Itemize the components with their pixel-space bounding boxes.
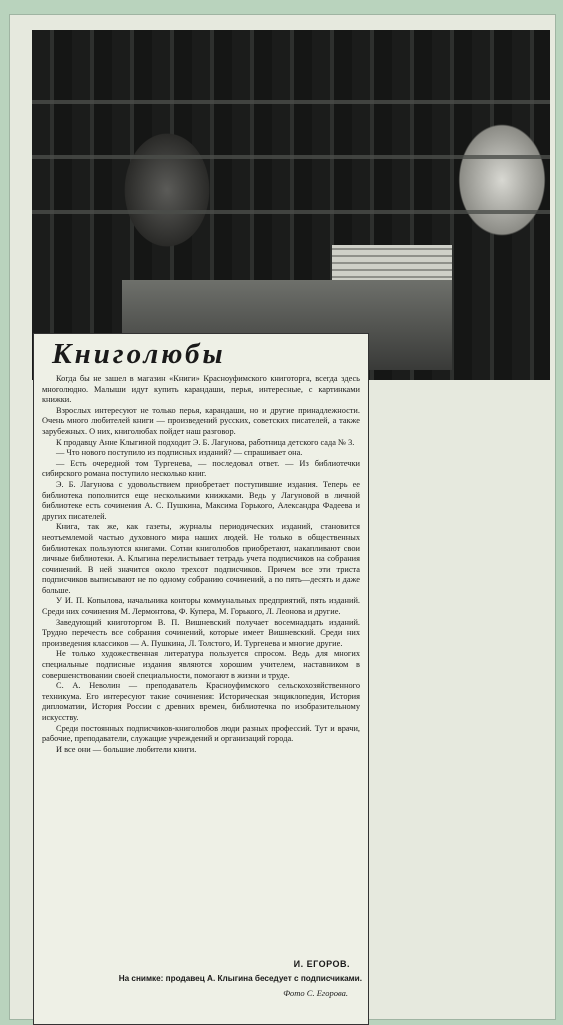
paragraph: С. А. Неволин — преподаватель Красноуфимского сельскохозяйственного техникума. Его интересуют такие сочинения: Историческая энциклопедия, История дипломатии, История России с древних времен, библиотечка по изобразительному искусству. (42, 681, 360, 722)
paragraph: К продавцу Анне Клыгиной подходит Э. Б. Лагунова, работница детского сада № 3. (56, 437, 355, 447)
paragraph: У И. П. Копылова, начальника конторы коммунальных предприятий, пять изданий. Среди них сочинения М. Лермонтова, Ф. Купера, М. Горького, Л. Леонова и другие. (42, 596, 360, 617)
photo-caption: На снимке: продавец А. Клыгина беседует с подписчиками. (118, 974, 362, 983)
paragraph: — Что нового поступило из подписных изданий? — спрашивает она. (56, 448, 303, 458)
article-box (33, 333, 369, 1025)
paragraph: Заведующий книготоргом В. П. Вишневский получает восемнадцать изданий. Трудно перечесть все собрания сочинений, которые имеет Вишневский. Среди них произведения классиков — А. Пушкина, Л. Толстого, И. Тургенева и многие другие. (42, 617, 360, 648)
article-photo (32, 30, 550, 380)
paragraph: И все они — большие любители книги. (56, 744, 197, 754)
paragraph: — Есть очередной том Тургенева, — последовал ответ. — Из библиотечки сибирского романа поступило несколько книг. (42, 458, 360, 479)
article-headline: Книголюбы (52, 338, 226, 370)
article-body (42, 374, 360, 755)
paragraph: Когда бы не зашел в магазин «Книги» Красноуфимского книготорга, всегда здесь многолюдно. Малыши идут купить карандаши, перья, интересные, с картинками книжки. (42, 374, 360, 405)
paragraph: Книга, так же, как газеты, журналы периодических изданий, становится неотъемлемой частью духовного мира наших людей. Не только в общественных библиотеках пользуются книгами. Сотни книголюбов приобретают, накапливают свои личные библиотеки. А. Клыгина перелистывает тетрадь учета подписчиков на собрания сочинений. В ней значится около трехсот подписчиков. Причем все эти триста подписчиков выписывают не по одному собранию сочинений, а по пять—десять и даже больше. (42, 522, 360, 595)
paragraph: Среди постоянных подписчиков-книголюбов люди разных профессий. Тут и врачи, рабочие, преподаватели, служащие учреждений и организаций города. (42, 723, 360, 744)
paragraph: Не только художественная литература пользуется спросом. Ведь для многих специальные подписные издания являются хорошим учителем, наставником в совершенствовании своей специальности, помогают в жизни и труде. (42, 649, 360, 680)
author-signature: И. ЕГОРОВ. (293, 959, 350, 969)
paragraph: Э. Б. Лагунова с удовольствием приобретает поступившие издания. Теперь ее библиотека пополнится еще несколькими книжками. Ведь у Лагуновой в личной библиотеке есть сочинения А. С. Пушкина, Максима Горького, Александра Фадеева и других писателей. (42, 479, 360, 521)
photo-credit: Фото С. Егорова. (283, 988, 348, 998)
paragraph: Взрослых интересуют не только перья, карандаши, но и другие принадлежности. Очень много любителей книги — произведений русских, советских писателей, а также зарубежных. О них, книголюбах пойдет наш разговор. (42, 405, 360, 436)
